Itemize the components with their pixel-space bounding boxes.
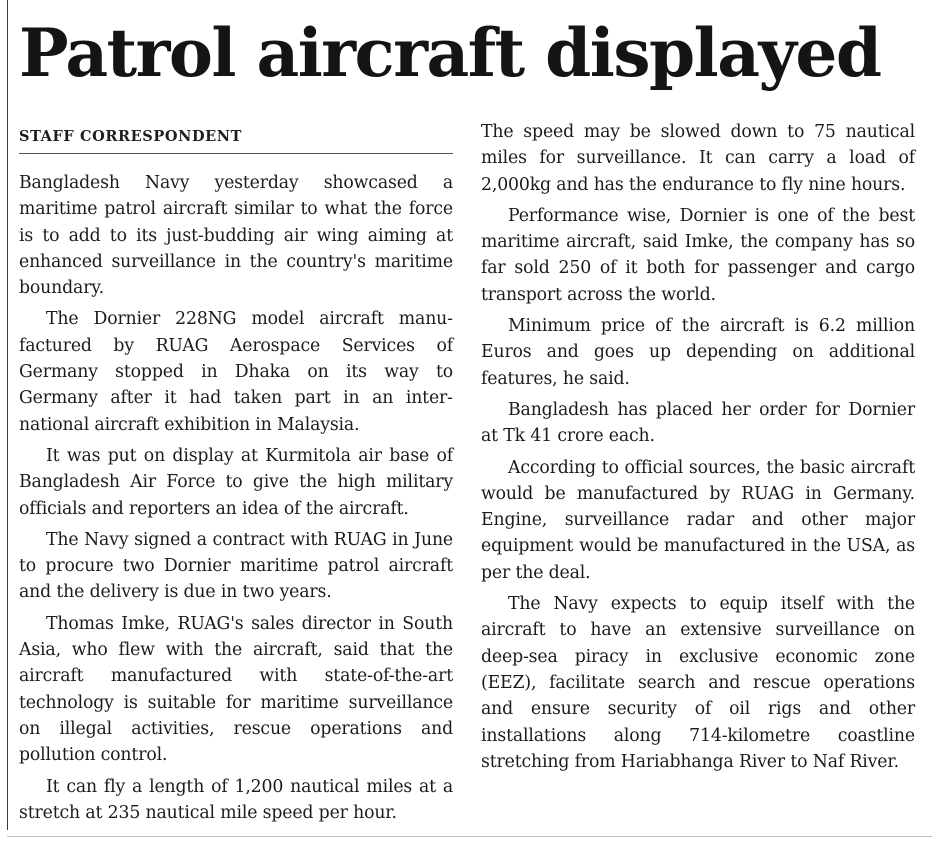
headline: Patrol aircraft displayed [19,14,881,92]
bottom-rule [7,836,932,837]
column-rule-left [7,0,8,830]
paragraph: The Dornier 228NG model aircraft manufactured by RUAG Aerospace Services of Germany stopped in Dhaka on its way to Germany after it had taken part in an international aircraft exhibition in Malaysia. [19,309,453,435]
paragraph: Performance wise, Dornier is one of the best maritime aircraft, said Imke, the company has so far sold 250 of it both for passenger and cargo transport across the world. [481,205,915,305]
paragraph: Bangladesh has placed her order for Dornier at Tk 41 crore each. [481,399,915,447]
paragraph: It can fly a length of 1,200 nautical miles at a stretch at 235 nautical mile speed per hour. [19,776,453,823]
paragraph-continued: The speed may be slowed down to 75 nautical miles for surveillance. It can carry a load of 2,000kg and has the endurance to fly nine hours. [481,122,915,195]
paragraph: Thomas Imke, RUAG's sales director in South Asia, who flew with the aircraft, said that the aircraft manufactured with state-of-the-art technology is suitable for maritime surveillance on illegal activities, rescue operations and pollution control. [19,613,453,766]
paragraph: Minimum price of the aircraft is 6.2 million Euros and goes up depending on additional features, he said. [481,316,915,389]
paragraph: The Navy expects to equip itself with the aircraft to have an extensive surveillance on deep-sea piracy in exclusive economic zone (EEZ), facilitate search and rescue operations and ensure security of oil rigs and other installations along 714-kilometre coastline stretching from Hariabhanga River to Naf River. [481,594,915,772]
paragraph: It was put on display at Kurmitola air base of Bangladesh Air Force to give the high military officials and reporters an idea of the aircraft. [19,445,453,519]
paragraph-lead: Bangladesh Navy yesterday showcased a maritime patrol aircraft similar to what the force is to add to its just-budding air wing aiming at enhanced surveillance in the country's maritime boundary. [19,173,453,299]
paragraph: According to official sources, the basic aircraft would be manufactured by RUAG in Germany. Engine, surveillance radar and other major equipment would be manufactured in the USA, as per the deal. [481,457,915,583]
paragraph: The Navy signed a contract with RUAG in June to procure two Dornier maritime patrol aircraft and the delivery is due in two years. [19,529,453,603]
byline: STAFF CORRESPONDENT [19,127,453,154]
article-column-right [481,119,915,775]
article-column-left [19,170,453,826]
